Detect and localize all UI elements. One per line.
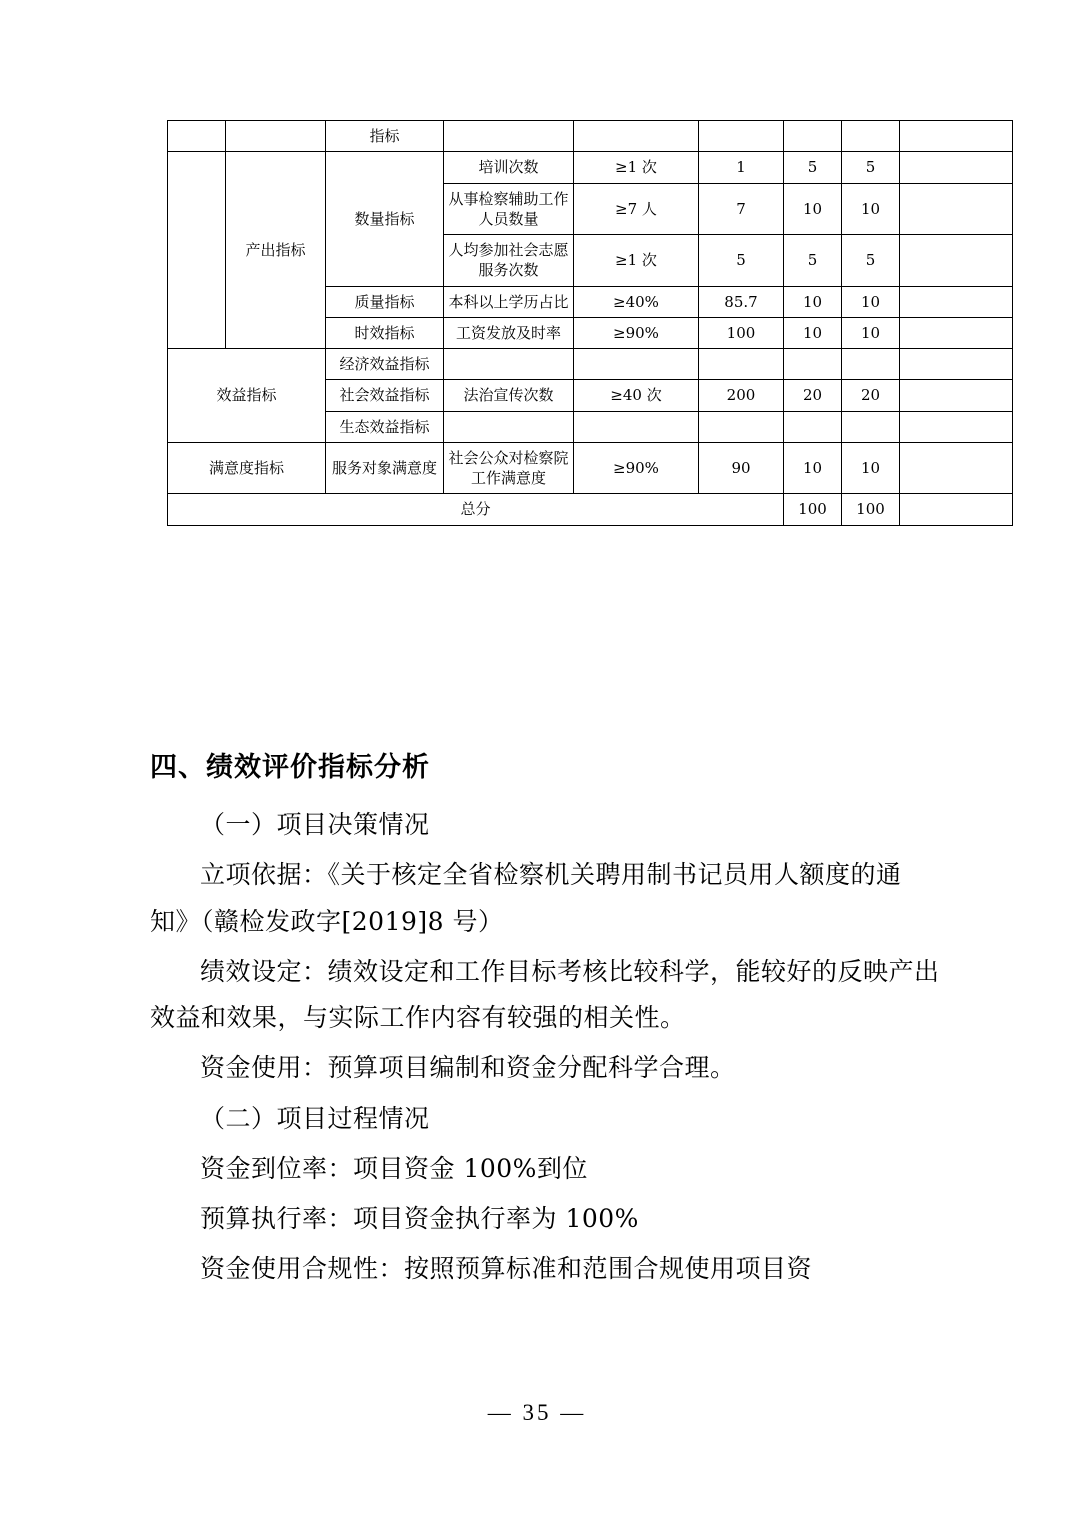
table-cell xyxy=(900,121,1013,152)
table-cell xyxy=(444,121,574,152)
table-cell: 5 xyxy=(784,152,842,183)
table-cell: 10 xyxy=(842,317,900,348)
table-cell: ≥1 次 xyxy=(574,152,699,183)
paragraph-project-basis: 立项依据：《关于核定全省检察机关聘用制书记员用人额度的通知》（赣检发政字[2019]8 号） xyxy=(150,860,902,936)
table-cell-benefit-indicator: 效益指标 xyxy=(168,349,326,443)
table-cell xyxy=(444,349,574,380)
table-cell: 10 xyxy=(784,442,842,494)
table-cell: 5 xyxy=(784,235,842,287)
table-cell xyxy=(900,183,1013,235)
table-cell xyxy=(900,494,1013,525)
table-cell: 10 xyxy=(784,317,842,348)
table-cell: 20 xyxy=(842,380,900,411)
table-cell xyxy=(900,442,1013,494)
table-cell xyxy=(699,121,784,152)
table-cell xyxy=(842,121,900,152)
page-number: — 35 — xyxy=(487,1400,587,1425)
table-row xyxy=(168,152,1013,183)
table-cell: 生态效益指标 xyxy=(326,411,444,442)
paragraph-performance-setting: 绩效设定：绩效设定和工作目标考核比较科学，能较好的反映产出效益和效果，与实际工作内容有较强的相关性。 xyxy=(150,956,940,1032)
table-cell: 经济效益指标 xyxy=(326,349,444,380)
table-cell xyxy=(900,317,1013,348)
table-cell xyxy=(699,411,784,442)
table-cell: 指标 xyxy=(326,121,444,152)
paragraph-fund-arrival-rate: 资金到位率：项目资金 100%到位 xyxy=(200,1153,588,1183)
table-cell-total-label: 总分 xyxy=(168,494,784,525)
table-cell: ≥1 次 xyxy=(574,235,699,287)
table-cell xyxy=(900,235,1013,287)
table-row xyxy=(168,442,1013,494)
paragraph-budget-execution-rate: 预算执行率：项目资金执行率为 100% xyxy=(200,1204,639,1233)
page-title: 四、绩效评价指标分析 xyxy=(150,752,430,783)
table-cell-total-score: 100 xyxy=(784,494,842,525)
paragraph-fund-compliance: 资金使用合规性：按照预算标准和范围合规使用项目资 xyxy=(200,1254,813,1284)
table-cell: 85.7 xyxy=(699,286,784,317)
table-cell xyxy=(900,286,1013,317)
table-cell xyxy=(226,121,326,152)
document-body xyxy=(150,745,940,1297)
table-cell: 从事检察辅助工作人员数量 xyxy=(444,183,574,235)
table-cell: 工资发放及时率 xyxy=(444,317,574,348)
table-cell xyxy=(900,349,1013,380)
table-row-total xyxy=(168,494,1013,525)
table-cell: 10 xyxy=(784,183,842,235)
table-cell-quality-indicator: 质量指标 xyxy=(326,286,444,317)
table-cell-quantity-indicator: 数量指标 xyxy=(326,152,444,286)
table-cell xyxy=(699,349,784,380)
table-cell: ≥40 次 xyxy=(574,380,699,411)
perf-table xyxy=(167,120,1013,526)
paragraph-fund-usage: 资金使用：预算项目编制和资金分配科学合理。 xyxy=(200,1053,736,1083)
paragraph-decision-heading: （一）项目决策情况 xyxy=(200,810,430,839)
table-cell-output-indicator: 产出指标 xyxy=(226,152,326,349)
table-cell: 人均参加社会志愿服务次数 xyxy=(444,235,574,287)
table-cell: ≥40% xyxy=(574,286,699,317)
table-cell: 社会公众对检察院工作满意度 xyxy=(444,442,574,494)
table-cell: 培训次数 xyxy=(444,152,574,183)
table-cell xyxy=(444,411,574,442)
table-cell: 法治宣传次数 xyxy=(444,380,574,411)
table-cell: 本科以上学历占比 xyxy=(444,286,574,317)
table-cell xyxy=(784,349,842,380)
table-cell xyxy=(900,152,1013,183)
table-cell: 5 xyxy=(842,235,900,287)
paragraph-process-heading: （二）项目过程情况 xyxy=(200,1103,430,1133)
table-cell: 5 xyxy=(699,235,784,287)
table-cell: ≥90% xyxy=(574,442,699,494)
table-cell xyxy=(168,121,226,152)
table-cell xyxy=(900,411,1013,442)
table-cell: ≥7 人 xyxy=(574,183,699,235)
table-cell xyxy=(574,121,699,152)
table-cell xyxy=(784,411,842,442)
table-row xyxy=(168,349,1013,380)
table-cell xyxy=(842,349,900,380)
table-cell xyxy=(574,411,699,442)
table-cell xyxy=(784,121,842,152)
table-cell: 10 xyxy=(784,286,842,317)
performance-indicator-table xyxy=(167,120,1012,526)
table-cell-total-score: 100 xyxy=(842,494,900,525)
table-cell xyxy=(168,152,226,349)
table-cell-timeliness-indicator: 时效指标 xyxy=(326,317,444,348)
table-row xyxy=(168,121,1013,152)
table-cell xyxy=(842,411,900,442)
table-cell: 10 xyxy=(842,286,900,317)
table-cell-satisfaction-indicator: 满意度指标 xyxy=(168,442,326,494)
table-cell: 社会效益指标 xyxy=(326,380,444,411)
table-cell: 1 xyxy=(699,152,784,183)
table-cell: 20 xyxy=(784,380,842,411)
table-cell: 200 xyxy=(699,380,784,411)
table-cell xyxy=(574,349,699,380)
table-cell: 90 xyxy=(699,442,784,494)
table-cell: 10 xyxy=(842,183,900,235)
table-cell: 10 xyxy=(842,442,900,494)
table-cell: ≥90% xyxy=(574,317,699,348)
table-cell: 5 xyxy=(842,152,900,183)
table-cell: 100 xyxy=(699,317,784,348)
table-cell: 服务对象满意度 xyxy=(326,442,444,494)
table-cell xyxy=(900,380,1013,411)
table-cell: 7 xyxy=(699,183,784,235)
